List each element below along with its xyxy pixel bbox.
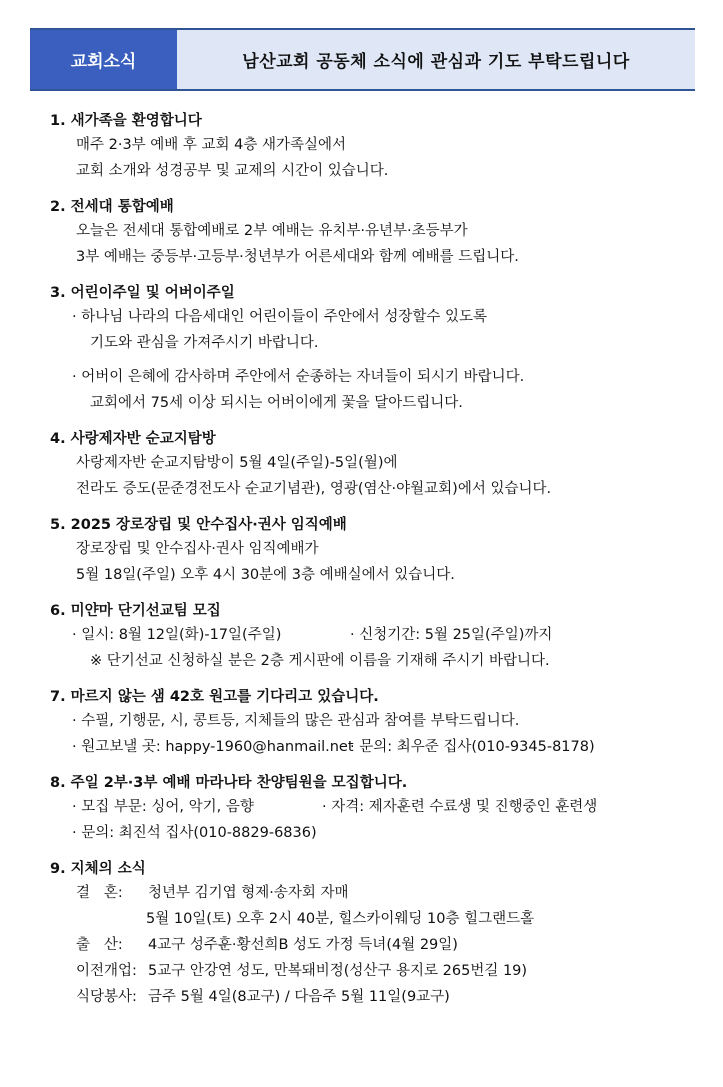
section-praise-team	[50, 772, 710, 846]
meal-service-text: 금주 5월 4일(8교구) / 다음주 5월 11일(9교구)	[148, 989, 450, 1005]
section-text: 사랑제자반 순교지탐방이 5월 4일(주일)-5일(월)에	[76, 455, 398, 471]
section-text-row	[50, 794, 710, 820]
section-joint-worship	[50, 196, 710, 270]
wedding-details: 5월 10일(토) 오후 2시 40분, 힐스카이웨딩 10층 힐그랜드홀	[146, 911, 535, 927]
section-title: 3. 어린이주일 및 어버이주일	[50, 285, 235, 301]
section-text: 5월 18일(주일) 오후 4시 30분에 3층 예배실에서 있습니다.	[76, 567, 455, 583]
section-myanmar-mission	[50, 600, 710, 674]
section-text-row	[50, 734, 710, 760]
birth-label: 출 산:	[76, 937, 123, 953]
section-text-row	[50, 622, 710, 648]
section-text: 전라도 증도(문준경전도사 순교기념관), 영광(염산·야월교회)에서 있습니다.	[76, 481, 552, 497]
notice-list	[50, 110, 710, 1022]
section-manuscript	[50, 686, 710, 760]
section-title: 7. 마르지 않는 샘 42호 원고를 기다리고 있습니다.	[50, 689, 379, 705]
section-new-family	[50, 110, 710, 184]
birth-text: 4교구 성주훈·황선희B 성도 가정 득녀(4월 29일)	[148, 937, 458, 953]
praise-qualification: · 자격: 제자훈련 수료생 및 진행중인 훈련생	[322, 799, 598, 815]
praise-field: · 모집 부문: 싱어, 악기, 음향	[72, 799, 254, 815]
section-text: · 어버이 은혜에 감사하며 주안에서 순종하는 자녀들이 되시기 바랍니다.	[72, 369, 525, 385]
section-title: 5. 2025 장로장립 및 안수집사·권사 임직예배	[50, 517, 347, 533]
section-text: ※ 단기선교 신청하실 분은 2층 게시판에 이름을 기재해 주시기 바랍니다.	[90, 653, 550, 669]
relocation-row	[50, 958, 710, 984]
section-text: 교회 소개와 성경공부 및 교제의 시간이 있습니다.	[76, 163, 389, 179]
header-title: 남산교회 공동체 소식에 관심과 기도 부탁드립니다	[177, 30, 695, 89]
birth-row	[50, 932, 710, 958]
section-text: · 문의: 최진석 집사(010-8829-6836)	[72, 825, 317, 841]
wedding-row	[50, 880, 710, 906]
meal-service-label: 식당봉사:	[76, 989, 137, 1005]
relocation-label: 이전개업:	[76, 963, 137, 979]
manuscript-contact: · 문의: 최우준 집사(010-9345-8178)	[350, 739, 595, 755]
section-text: 장로장립 및 안수집사·권사 임직예배가	[76, 541, 319, 557]
section-text: 교회에서 75세 이상 되시는 어버이에게 꽃을 달아드립니다.	[90, 395, 463, 411]
section-text: 3부 예배는 중등부·고등부·청년부가 어른세대와 함께 예배를 드립니다.	[76, 249, 519, 265]
notice-header	[30, 28, 695, 91]
wedding-label: 결 혼:	[76, 885, 123, 901]
section-title: 8. 주일 2부·3부 예배 마라나타 찬양팀원을 모집합니다.	[50, 775, 408, 791]
section-title: 6. 미얀마 단기선교팀 모집	[50, 603, 221, 619]
manuscript-email: · 원고보낼 곳: happy-1960@hanmail.net	[72, 739, 354, 755]
header-tag: 교회소식	[30, 30, 177, 89]
section-text: 오늘은 전세대 통합예배로 2부 예배는 유치부·유년부·초등부가	[76, 223, 468, 239]
section-text: · 하나님 나라의 다음세대인 어린이들이 주안에서 성장할수 있도록	[72, 309, 488, 325]
section-martyr-tour	[50, 428, 710, 502]
section-text: 기도와 관심을 가져주시기 바랍니다.	[90, 335, 319, 351]
relocation-text: 5교구 안강연 성도, 만복돼비정(성산구 용지로 265번길 19)	[148, 963, 528, 979]
wedding-couple: 청년부 김기엽 형제·송자회 자매	[148, 885, 349, 901]
section-children-parents-day	[50, 282, 710, 416]
meal-service-row	[50, 984, 710, 1010]
section-text: 매주 2·3부 예배 후 교회 4층 새가족실에서	[76, 137, 347, 153]
section-text: · 수필, 기행문, 시, 콩트등, 지체들의 많은 관심과 참여를 부탁드립니다.	[72, 713, 520, 729]
section-member-news	[50, 858, 710, 1010]
section-title: 4. 사랑제자반 순교지탐방	[50, 431, 216, 447]
section-ordination	[50, 514, 710, 588]
mission-date: · 일시: 8월 12일(화)-17일(주일)	[72, 627, 282, 643]
section-title: 9. 지체의 소식	[50, 861, 146, 877]
mission-period: · 신청기간: 5월 25일(주일)까지	[350, 627, 553, 643]
section-title: 2. 전세대 통합예배	[50, 199, 174, 215]
section-title: 1. 새가족을 환영합니다	[50, 113, 202, 129]
